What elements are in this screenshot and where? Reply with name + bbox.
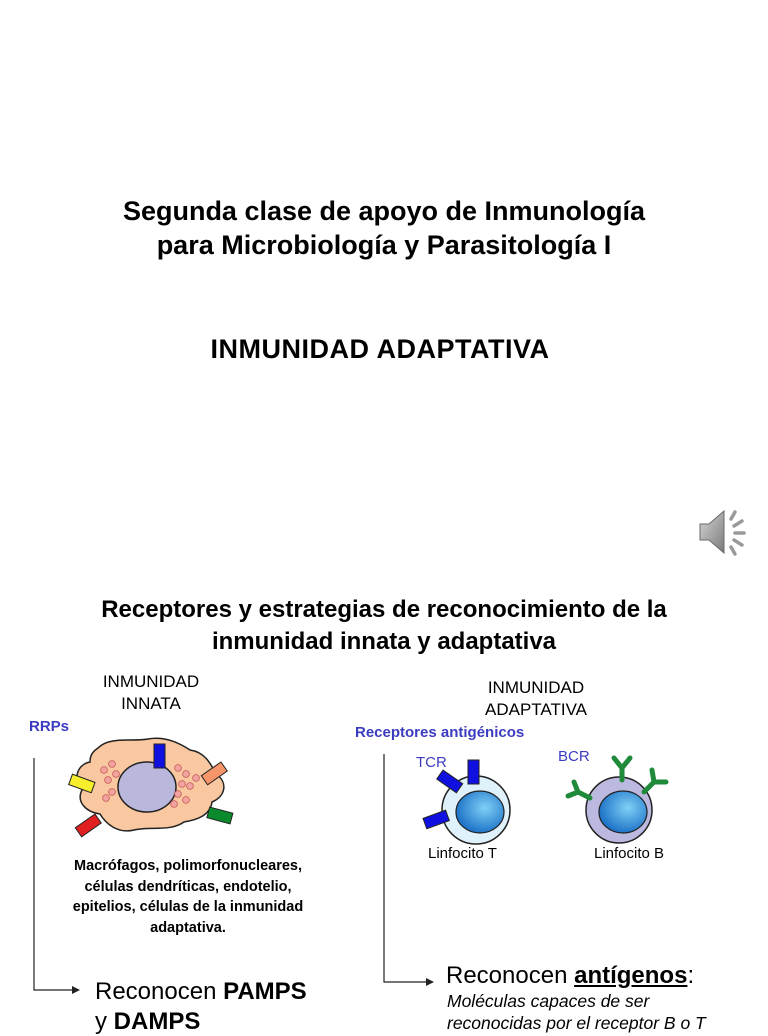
adaptive-heading-line-1: INMUNIDAD [487,678,585,697]
speaker-icon[interactable] [694,504,750,560]
adaptive-recognize-suffix: : [687,962,695,989]
antigen-description-line-1: Moléculas capaces de ser [447,991,650,1011]
t-cell-nucleus [456,791,504,833]
innate-recognize-line2 [95,1008,200,1036]
innate-recognize-prefix: Reconocen [95,978,224,1005]
innate-cells-line-2: células dendríticas, endotelio, [84,878,292,895]
bcr-label: BCR [558,748,590,765]
rrps-label: RRPs [29,718,70,735]
macrophage-nucleus [118,762,176,812]
adaptive-heading-line-2: ADAPTATIVA [484,700,588,719]
b-lymphocyte-illustration [560,752,672,846]
slide-title-line-2: inmunidad innata y adaptativa [211,628,557,655]
innate-cells-line-1: Macrófagos, polimorfonucleares, [73,858,303,874]
antigen-description [447,990,706,1034]
slide-title-line-2: para Microbiología y Parasitología I [156,230,612,260]
innate-arrow [28,758,88,998]
receptor-blue [154,744,165,768]
b-cell-label: Linfocito B [594,845,665,862]
innate-recognize-line2-prefix: y [95,1008,114,1035]
adaptive-arrow [378,754,438,990]
slide-title [84,194,684,262]
innate-cells-line-4: adaptativa. [150,919,226,936]
innate-recognize-text [95,978,307,1006]
innate-heading [76,671,226,715]
adaptive-recognize-text [446,962,694,990]
innate-recognize-bold: PAMPS [223,978,307,1005]
tcr-label: TCR [416,754,447,771]
receptor-green [207,807,233,824]
antigen-description-line-2: reconocidas por el receptor B o T [447,1013,706,1033]
adaptive-recognize-bold: antígenos [574,962,688,989]
t-cell-label: Linfocito T [428,845,497,862]
innate-heading-line-1: INMUNIDAD [102,672,200,691]
adaptive-recognize-prefix: Reconocen [446,962,575,989]
innate-heading-line-2: INNATA [121,694,181,713]
innate-cells-line-3: epitelios, células de la inmunidad [72,899,304,915]
b-cell-nucleus [599,791,647,833]
slide-title [30,594,738,658]
slide-title-line-1: Segunda clase de apoyo de Inmunología [122,196,646,226]
tcr-receptor [468,760,479,784]
innate-recognize-line2-bold: DAMPS [113,1008,201,1035]
antigen-receptors-label: Receptores antigénicos [355,724,525,741]
adaptive-heading [456,677,616,721]
slide-title-line-1: Receptores y estrategias de reconocimiento de la [101,596,667,623]
slide-subtitle: INMUNIDAD ADAPTATIVA [210,334,550,364]
